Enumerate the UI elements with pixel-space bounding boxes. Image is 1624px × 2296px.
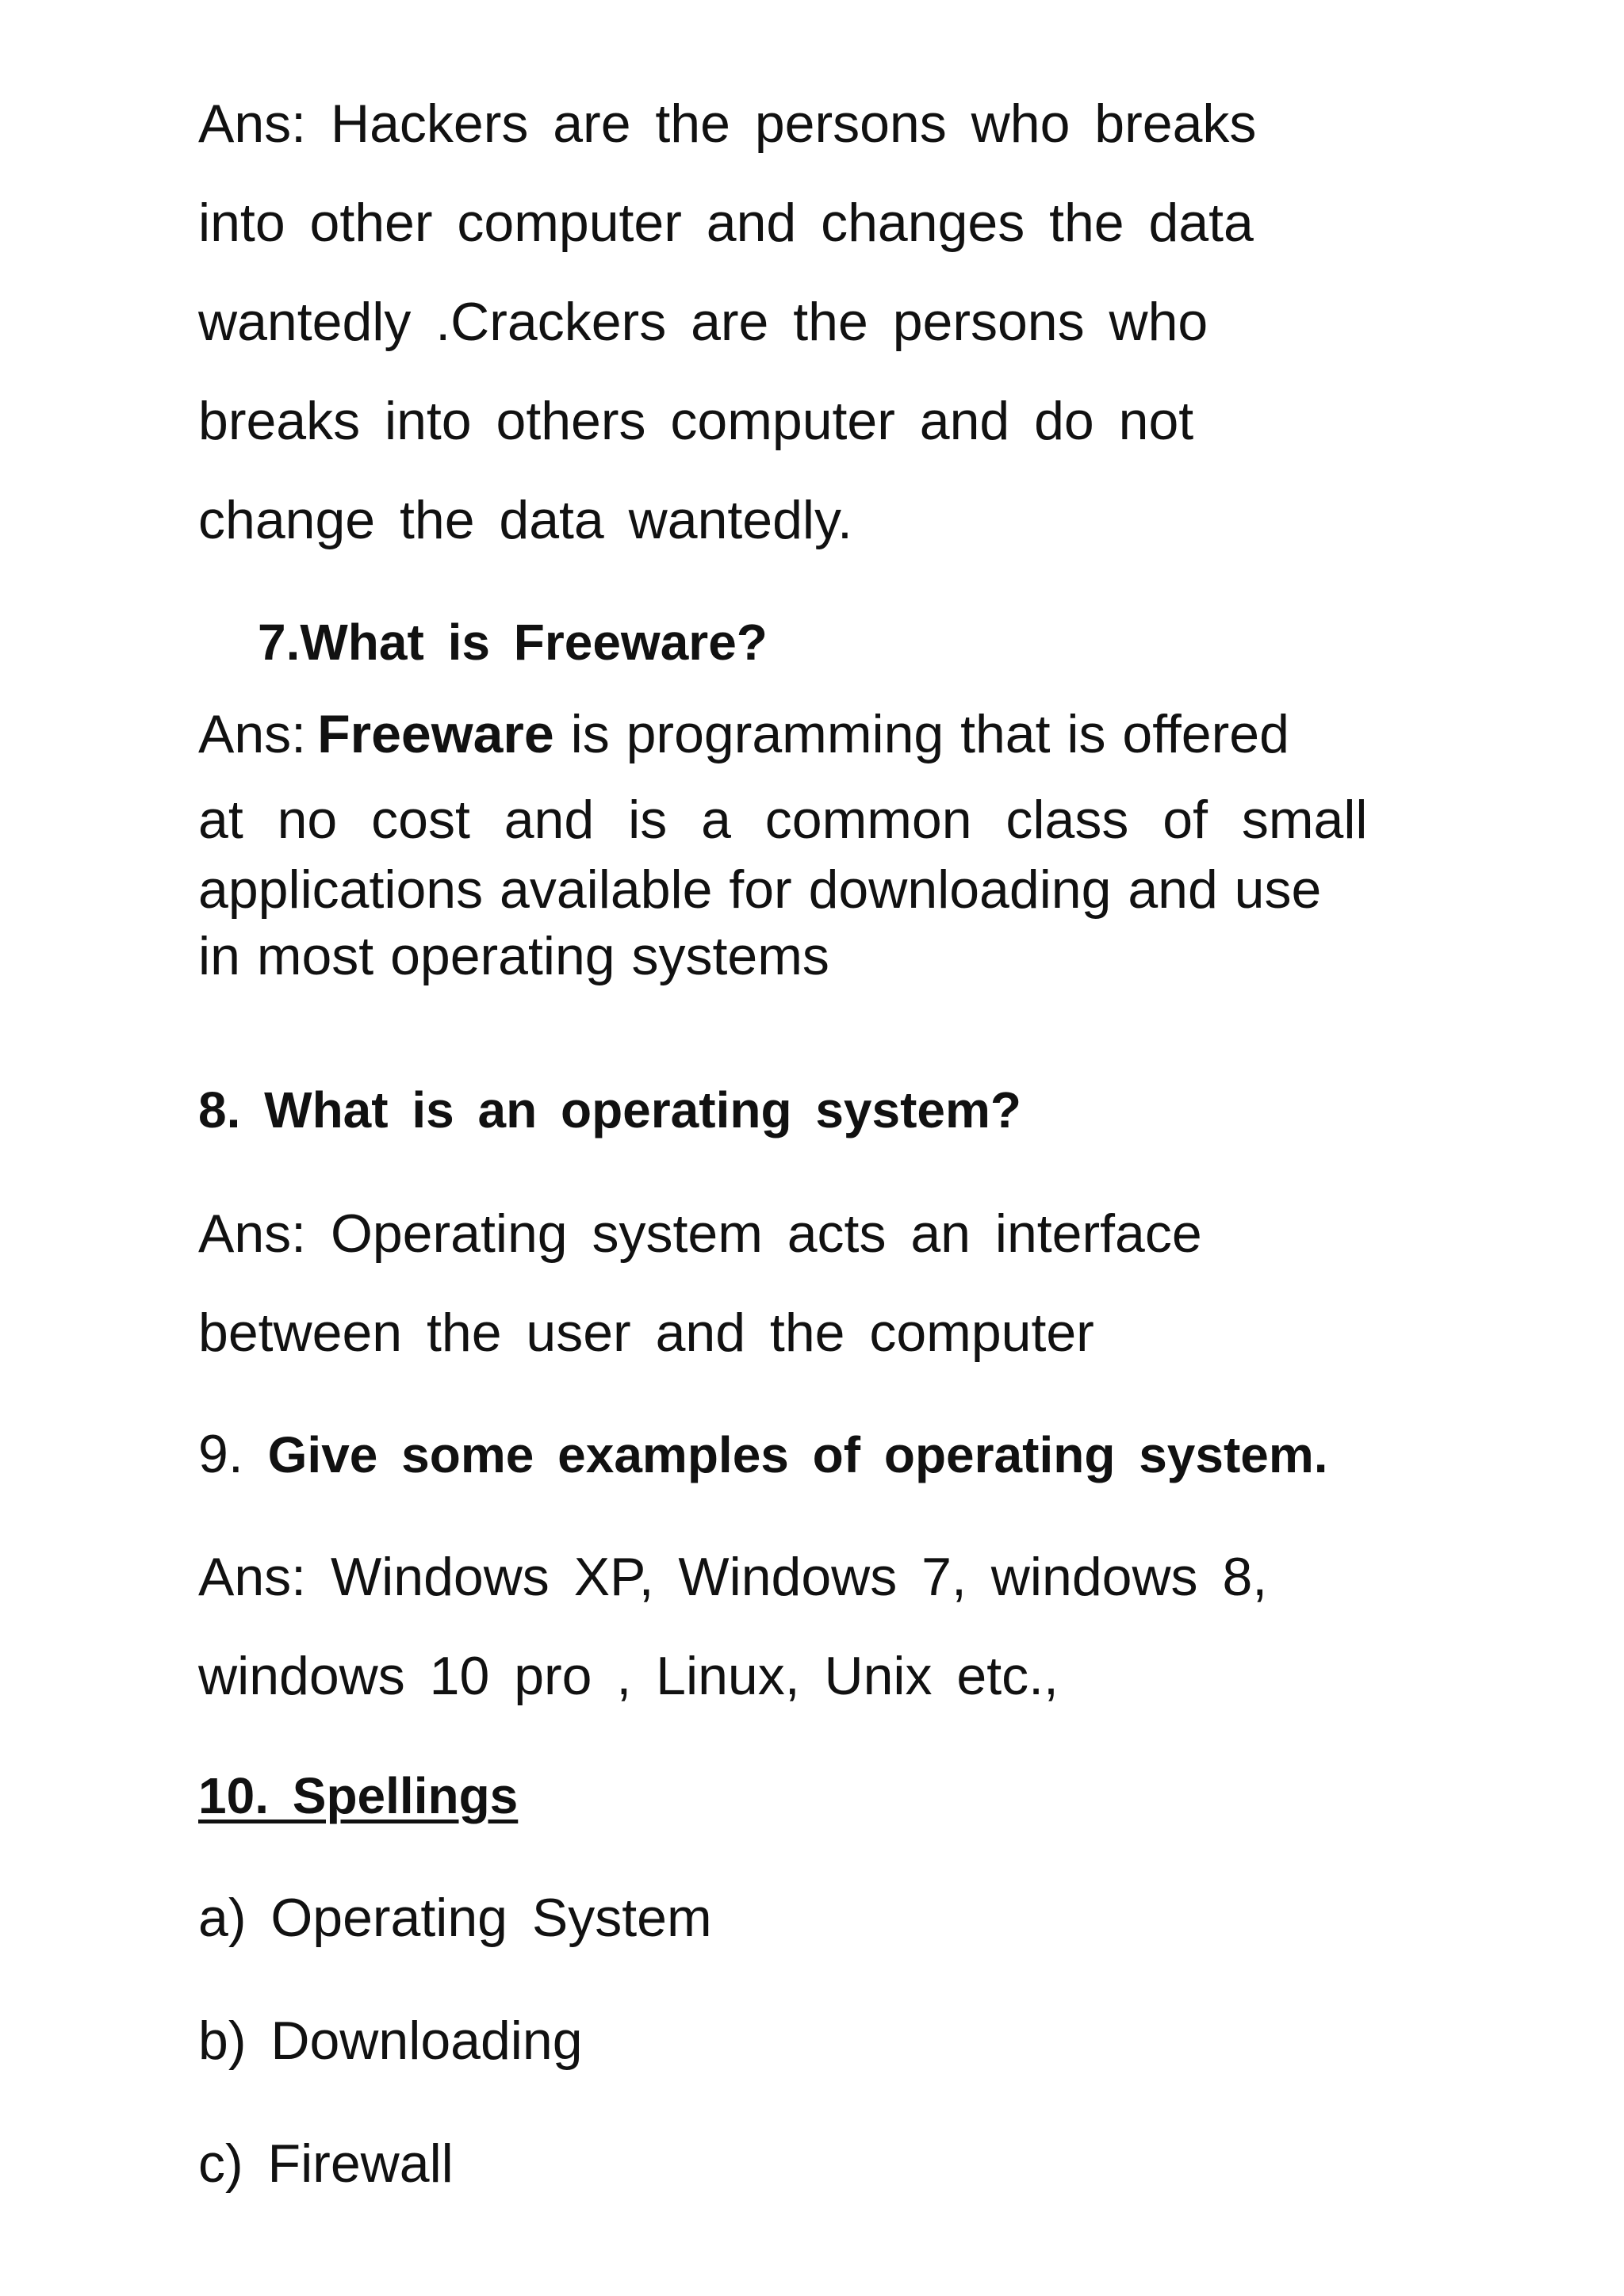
q8-answer-line-1: Ans: Operating system acts an interface [198, 1203, 1202, 1264]
q6-answer-line-1: Ans: Hackers are the persons who breaks [198, 94, 1257, 154]
q7-answer-prefix: Ans: [198, 704, 307, 764]
q7-answer-line-3: applications available for downloading and use [198, 859, 1322, 920]
q6-answer-line-5: change the data wantedly. [198, 490, 852, 550]
q9-answer-line-2: windows 10 pro , Linux, Unix etc., [198, 1646, 1059, 1706]
spelling-item-a: a) Operating System [198, 1888, 712, 1948]
q7-answer-line-2: at no cost and is a common class of small [198, 790, 1368, 850]
q9-answer-line-1: Ans: Windows XP, Windows 7, windows 8, [198, 1547, 1268, 1607]
spelling-item-b: b) Downloading [198, 2011, 583, 2071]
q6-answer-line-4: breaks into others computer and do not [198, 391, 1194, 451]
q9-question-line [198, 1424, 1328, 1484]
q7-answer-line-1 [198, 704, 1289, 764]
q7-freeware-term: Freeware [317, 704, 554, 764]
q6-answer-line-2: into other computer and changes the data [198, 193, 1254, 253]
q9-number: 9. [198, 1424, 243, 1484]
q8-question: 8. What is an operating system? [198, 1081, 1021, 1138]
q10-heading: 10. Spellings [198, 1767, 519, 1824]
q7-answer-line-1-rest: is programming that is offered [553, 704, 1289, 764]
q8-answer-line-2: between the user and the computer [198, 1303, 1094, 1363]
q6-answer-line-3: wantedly .Crackers are the persons who [198, 292, 1208, 352]
q9-question: Give some examples of operating system. [267, 1426, 1328, 1483]
q7-question: 7.What is Freeware? [258, 614, 768, 671]
spelling-item-c: c) Firewall [198, 2133, 454, 2194]
q7-answer-line-4: in most operating systems [198, 926, 829, 986]
